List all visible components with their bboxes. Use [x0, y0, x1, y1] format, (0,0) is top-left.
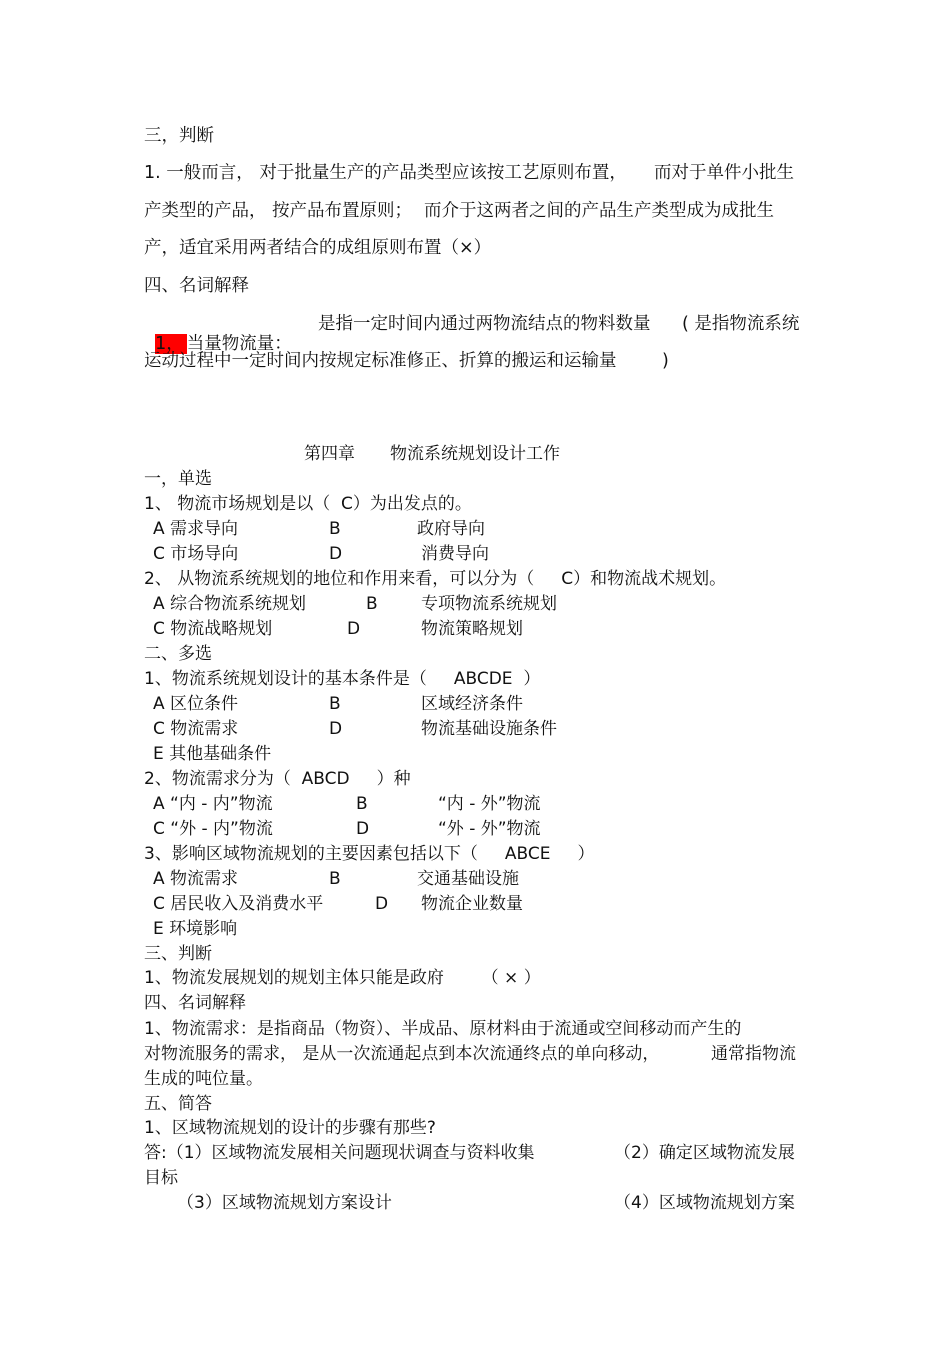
- single-q1-option-a: A 需求导向: [153, 519, 239, 539]
- judge-question-line-2a: 产类型的产品， 按产品布置原则；: [144, 201, 413, 221]
- multi-q3-option-e: E 环境影响: [153, 919, 238, 939]
- essay-answer-line-4: （4）区域物流规划方案: [614, 1193, 795, 1213]
- essay-heading: 五、简答: [144, 1094, 212, 1114]
- essay-answer-line-1a: 答:（1）区域物流发展相关问题现状调查与资料收集: [144, 1143, 535, 1163]
- single-choice-heading: 一，单选: [144, 469, 212, 489]
- multi-q2-option-c: C “外 - 内”物流: [153, 819, 273, 839]
- single-q2: 2、 从物流系统规划的地位和作用来看，可以分为（ C）和物流战术规划。: [144, 569, 727, 589]
- multi-q1: 1、物流系统规划设计的基本条件是（ ABCDE ）: [144, 669, 541, 689]
- multi-q3: 3、影响区域物流规划的主要因素包括以下（ ABCE ）: [144, 844, 595, 864]
- multi-q1-option-b: 区域经济条件: [421, 694, 523, 714]
- single-q1-option-d: 消费导向: [421, 544, 489, 564]
- multi-q1-option-c: C 物流需求: [153, 719, 239, 739]
- multi-q3-option-b: 交通基础设施: [417, 869, 519, 889]
- single-q2-label-d: D: [347, 619, 361, 639]
- terms-heading: 四、名词解释: [144, 993, 246, 1013]
- single-q2-option-a: A 综合物流系统规划: [153, 594, 307, 614]
- single-q2-option-b: 专项物流系统规划: [421, 594, 557, 614]
- multi-q1-option-e: E 其他基础条件: [153, 744, 272, 764]
- essay-answer-line-2: 目标: [144, 1168, 178, 1188]
- multi-q2: 2、物流需求分为（ ABCD ）种: [144, 769, 411, 789]
- single-q2-label-b: B: [366, 594, 378, 614]
- chapter-title: 物流系统规划设计工作: [390, 444, 560, 464]
- judge-heading: 三、判断: [144, 944, 212, 964]
- section-heading-judge-1: 三，判断: [144, 126, 214, 146]
- single-q2-option-c: C 物流战略规划: [153, 619, 273, 639]
- multi-q3-label-b: B: [329, 869, 341, 889]
- term-line-3: 生成的吨位量。: [144, 1069, 263, 1089]
- term-line-1: [144, 314, 292, 354]
- essay-q1: 1、区域物流规划的设计的步骤有那些?: [144, 1118, 436, 1138]
- single-q1-option-c: C 市场导向: [153, 544, 239, 564]
- term-definition-a: 是指一定时间内通过两物流结点的物料数量: [318, 314, 651, 334]
- judge-q1: 1、物流发展规划的规划主体只能是政府 （ × ）: [144, 968, 541, 988]
- multi-choice-heading: 二、多选: [144, 644, 212, 664]
- judge-question-line-2b: 而介于这两者之间的产品生产类型成为成批生: [424, 201, 774, 221]
- multi-q2-label-d: D: [356, 819, 370, 839]
- term-line-1: 1、物流需求：是指商品（物资）、半成品、原材料由于流通或空间移动而产生的: [144, 1019, 742, 1039]
- multi-q2-option-a: A “内 - 内”物流: [153, 794, 273, 814]
- multi-q1-option-a: A 区位条件: [153, 694, 239, 714]
- highlighted-number: 1，: [155, 334, 187, 354]
- term-line-2a: 运动过程中一定时间内按规定标准修正、折算的搬运和运输量: [144, 351, 617, 371]
- essay-answer-line-3: （3）区域物流规划方案设计: [177, 1193, 392, 1213]
- term-definition-b: ( 是指物流系统: [682, 314, 800, 334]
- multi-q2-option-d: “外 - 外”物流: [438, 819, 541, 839]
- term-line-2b: ): [662, 351, 669, 371]
- judge-question-line-1b: 而对于单件小批生: [654, 163, 794, 183]
- judge-question-line-1: 1. 一般而言， 对于批量生产的产品类型应该按工艺原则布置，: [144, 163, 627, 183]
- multi-q2-option-b: “内 - 外”物流: [438, 794, 541, 814]
- term-name: 当量物流量：: [186, 334, 292, 354]
- chapter-number: 第四章: [304, 444, 355, 464]
- multi-q3-option-a: A 物流需求: [153, 869, 239, 889]
- term-line-2b: 通常指物流: [711, 1044, 796, 1064]
- single-q1-option-b: 政府导向: [417, 519, 485, 539]
- multi-q2-label-b: B: [356, 794, 368, 814]
- multi-q3-option-d: 物流企业数量: [421, 894, 523, 914]
- term-line-2a: 对物流服务的需求， 是从一次流通起点到本次流通终点的单向移动，: [144, 1044, 660, 1064]
- single-q1-label-b: B: [329, 519, 341, 539]
- multi-q3-label-d: D: [375, 894, 389, 914]
- single-q2-option-d: 物流策略规划: [421, 619, 523, 639]
- multi-q1-option-d: 物流基础设施条件: [421, 719, 557, 739]
- section-heading-terms-1: 四、名词解释: [144, 276, 249, 296]
- single-q1: 1、 物流市场规划是以（ C）为出发点的。: [144, 494, 472, 514]
- multi-q1-label-b: B: [329, 694, 341, 714]
- multi-q3-option-c: C 居民收入及消费水平: [153, 894, 324, 914]
- multi-q1-label-d: D: [329, 719, 343, 739]
- essay-answer-line-1b: （2）确定区域物流发展: [614, 1143, 795, 1163]
- single-q1-label-d: D: [329, 544, 343, 564]
- judge-question-line-3: 产，适宜采用两者结合的成组原则布置（×）: [144, 238, 492, 258]
